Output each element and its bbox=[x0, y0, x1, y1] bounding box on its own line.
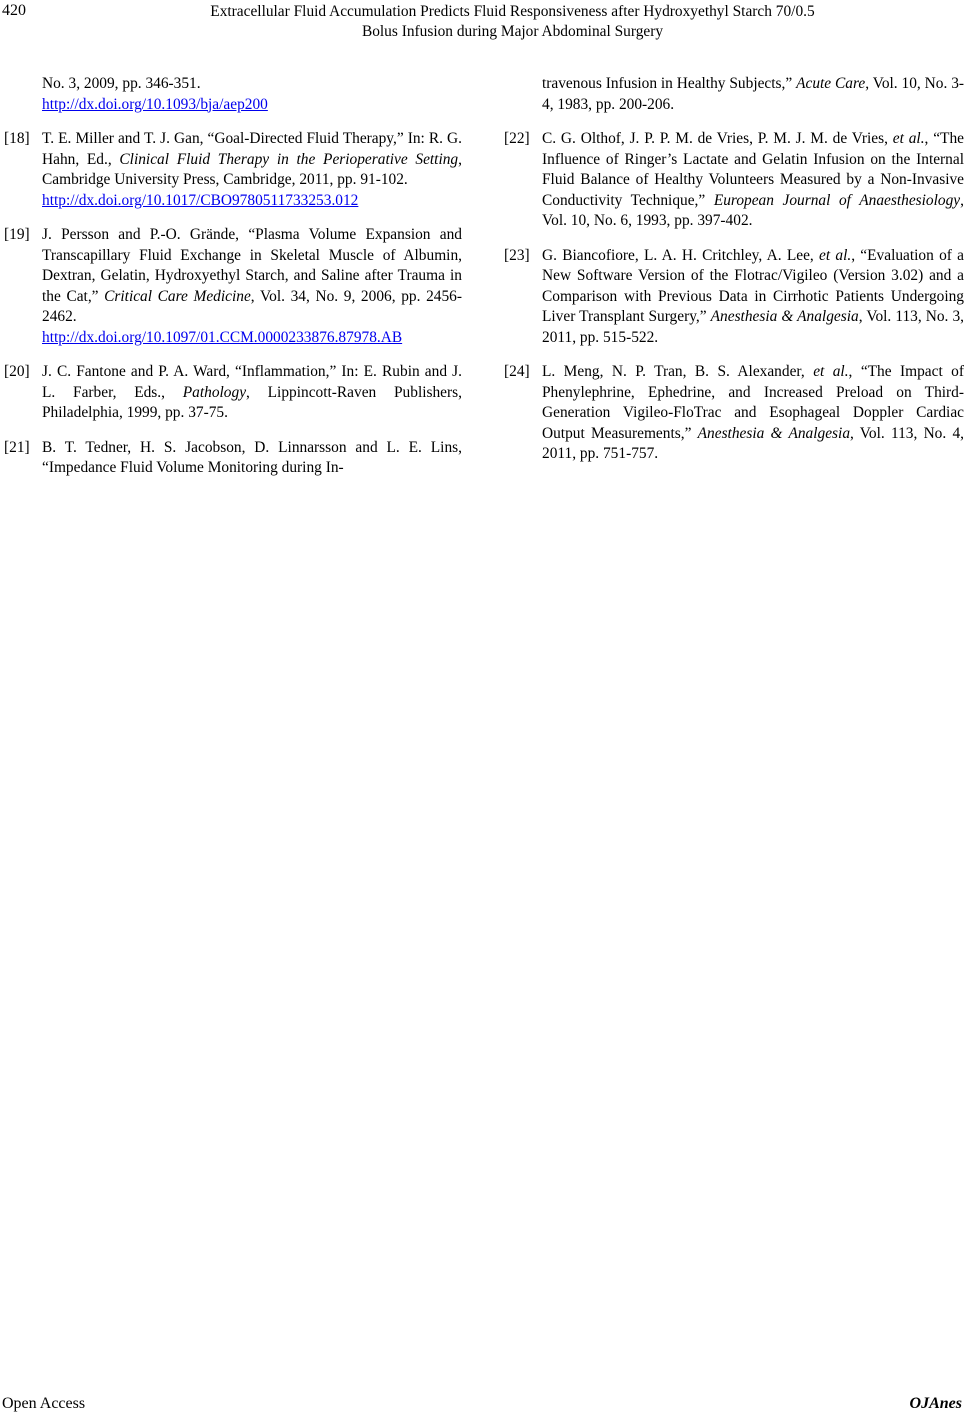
reference-24 bbox=[504, 362, 964, 465]
reference-text: , “The Impact of Phenylephrine, Ephedrine, and Increased Preload on Third-Generation Vigileo-FloTrac and Esophageal Doppler Cardiac Output Measurements,” bbox=[542, 363, 964, 442]
reference-journal: Acute Care bbox=[796, 75, 866, 92]
reference-et-al: et al. bbox=[813, 363, 849, 380]
page-number: 420 bbox=[2, 2, 26, 19]
reference-number: [22] bbox=[504, 130, 530, 147]
right-column bbox=[504, 74, 964, 479]
reference-text: , “The Influence of Ringer’s Lactate and Gelatin Infusion on the Internal Fluid Balance of Healthy Volunteers Measured by a Non-Invasive Conductivity Technique,” bbox=[542, 130, 964, 209]
reference-text: B. T. Tedner, H. S. Jacobson, D. Linnarsson and L. E. Lins, “Impedance Fluid Volume Monitoring during In- bbox=[42, 438, 462, 476]
reference-23 bbox=[504, 246, 964, 349]
reference-book-title: Pathology bbox=[182, 383, 247, 401]
reference-text: , Vol. 10, No. 6, 1993, pp. 397-402. bbox=[542, 191, 964, 229]
reference-number: [24] bbox=[504, 363, 530, 380]
reference-number: [19] bbox=[4, 226, 30, 243]
reference-text: , Vol. 10, No. 3-4, 1983, pp. 200-206. bbox=[542, 75, 965, 113]
reference-journal: Anesthesia & Analgesia bbox=[697, 424, 851, 442]
reference-20 bbox=[4, 362, 462, 424]
reference-text: , Lippincott-Raven Publishers, Philadelphia, 1999, pp. 37-75. bbox=[42, 383, 462, 421]
reference-17-continued bbox=[4, 74, 462, 115]
doi-link[interactable]: http://dx.doi.org/10.1097/01.CCM.0000233876.87978.AB bbox=[42, 328, 403, 346]
reference-text: travenous Infusion in Healthy Subjects,” bbox=[542, 75, 797, 92]
reference-19 bbox=[4, 225, 462, 348]
reference-number: [20] bbox=[4, 363, 30, 380]
reference-18 bbox=[4, 129, 462, 211]
reference-text: G. Biancofiore, L. A. H. Critchley, A. Lee, bbox=[542, 246, 820, 264]
reference-text: L. Meng, N. P. Tran, B. S. Alexander, bbox=[542, 363, 814, 380]
reference-book-title: Clinical Fluid Therapy in the Perioperative Setting bbox=[119, 150, 459, 168]
footer-journal-abbrev: OJAnes bbox=[909, 1395, 962, 1412]
running-header bbox=[60, 2, 965, 42]
reference-journal: European Journal of Anaesthesiology bbox=[713, 191, 961, 209]
reference-text: J. Persson and P.-O. Grände, “Plasma Volume Expansion and Transcapillary Fluid Exchange in Skeletal Muscle of Albumin, Dextran, Gelatin, Hydroxyethyl Starch, and Saline after Trauma in the Cat,” bbox=[42, 226, 462, 305]
doi-link[interactable]: http://dx.doi.org/10.1017/CBO9780511733253.012 bbox=[42, 191, 359, 209]
reference-et-al: et al. bbox=[892, 130, 925, 147]
reference-number: [18] bbox=[4, 130, 30, 147]
reference-text: J. C. Fantone and P. A. Ward, “Inflammation,” In: E. Rubin and J. L. Farber, Eds., bbox=[42, 363, 462, 401]
footer-open-access: Open Access bbox=[2, 1395, 86, 1412]
reference-21 bbox=[4, 438, 462, 479]
doi-link[interactable]: http://dx.doi.org/10.1093/bja/aep200 bbox=[42, 95, 268, 113]
reference-number: [21] bbox=[4, 438, 30, 456]
left-column bbox=[4, 74, 462, 493]
reference-text: No. 3, 2009, pp. 346-351. bbox=[42, 75, 201, 92]
reference-text: , Vol. 113, No. 3, 2011, pp. 515-522. bbox=[542, 308, 964, 346]
reference-et-al: et al. bbox=[819, 246, 852, 264]
reference-number: [23] bbox=[504, 246, 530, 264]
header-title-line-1: Extracellular Fluid Accumulation Predicts Fluid Responsiveness after Hydroxyethyl Starch 70/0.5 bbox=[210, 3, 815, 20]
reference-journal: Anesthesia & Analgesia bbox=[710, 308, 859, 325]
reference-text: C. G. Olthof, J. P. P. M. de Vries, P. M. J. M. de Vries, bbox=[542, 130, 893, 147]
reference-text: T. E. Miller and T. J. Gan, “Goal-Directed Fluid Therapy,” In: R. G. Hahn, Ed., bbox=[42, 130, 462, 168]
reference-journal: Critical Care Medicine bbox=[104, 287, 251, 305]
reference-text: , Cambridge University Press, Cambridge, 2011, pp. 91-102. bbox=[42, 150, 462, 188]
reference-22 bbox=[504, 129, 964, 232]
header-title-line-2: Bolus Infusion during Major Abdominal Surgery bbox=[361, 23, 664, 40]
reference-text: , “Evaluation of a New Software Version of the Flotrac/Vigileo (Version 3.02) and a Comparison with Previous Data in Cirrhotic Patients Undergoing Liver Transplant Surgery,” bbox=[542, 246, 964, 325]
reference-text: , Vol. 113, No. 4, 2011, pp. 751-757. bbox=[542, 424, 964, 462]
reference-text: , Vol. 34, No. 9, 2006, pp. 2456-2462. bbox=[42, 287, 462, 325]
reference-21-continued bbox=[504, 74, 964, 115]
